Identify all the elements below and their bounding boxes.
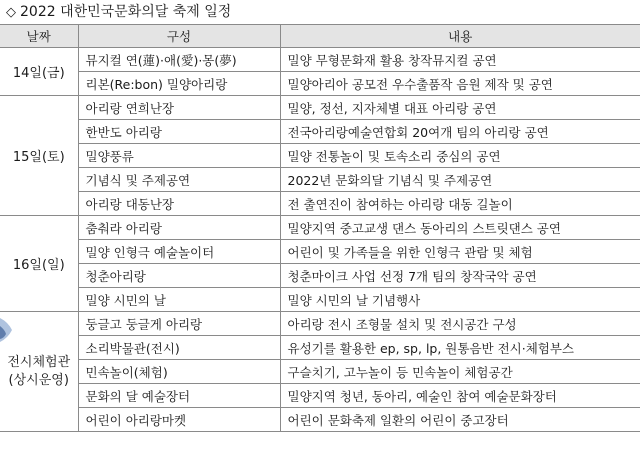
content-cell: 유성기를 활용한 ep, sp, lp, 원통음반 전시·체험부스 xyxy=(280,336,640,360)
content-cell: 전국아리랑예술연합회 20여개 팀의 아리랑 공연 xyxy=(280,120,640,144)
ribbon-decoration xyxy=(0,312,14,352)
table-row xyxy=(0,384,640,408)
content-cell: 밀양지역 청년, 동아리, 예술인 참여 예술문화장터 xyxy=(280,384,640,408)
composition-cell: 춤춰라 아리랑 xyxy=(78,216,280,240)
table-row xyxy=(0,96,640,120)
content-cell: 구슬치기, 고누놀이 등 민속놀이 체험공간 xyxy=(280,360,640,384)
composition-cell: 둥글고 둥글게 아리랑 xyxy=(78,312,280,336)
composition-cell: 민속놀이(체험) xyxy=(78,360,280,384)
content-cell: 밀양 전통놀이 및 토속소리 중심의 공연 xyxy=(280,144,640,168)
composition-cell: 밀양 시민의 날 xyxy=(78,288,280,312)
table-row xyxy=(0,48,640,72)
header-row xyxy=(0,25,640,48)
date-cell: 14일(금) xyxy=(0,48,78,96)
composition-cell: 어린이 아리랑마켓 xyxy=(78,408,280,432)
table-row xyxy=(0,120,640,144)
title-text: 2022 대한민국문화의달 축제 일정 xyxy=(20,4,232,20)
header-composition: 구성 xyxy=(78,25,280,48)
schedule-table xyxy=(0,24,640,432)
composition-cell: 뮤지컬 연(蓮)·애(愛)·몽(夢) xyxy=(78,48,280,72)
table-row xyxy=(0,288,640,312)
date-cell: 16일(일) xyxy=(0,216,78,312)
content-cell: 청춘마이크 사업 선정 7개 팀의 창작국악 공연 xyxy=(280,264,640,288)
header-content: 내용 xyxy=(280,25,640,48)
composition-cell: 아리랑 연희난장 xyxy=(78,96,280,120)
composition-cell: 문화의 달 예술장터 xyxy=(78,384,280,408)
composition-cell: 리본(Re:bon) 밀양아리랑 xyxy=(78,72,280,96)
composition-cell: 기념식 및 주제공연 xyxy=(78,168,280,192)
content-cell: 밀양, 정선, 지자체별 대표 아리랑 공연 xyxy=(280,96,640,120)
table-row xyxy=(0,216,640,240)
header-date: 날짜 xyxy=(0,25,78,48)
content-cell: 밀양 시민의 날 기념행사 xyxy=(280,288,640,312)
composition-cell: 아리랑 대동난장 xyxy=(78,192,280,216)
table-row xyxy=(0,144,640,168)
content-cell: 전 출연진이 참여하는 아리랑 대동 길놀이 xyxy=(280,192,640,216)
content-cell: 아리랑 전시 조형물 설치 및 전시공간 구성 xyxy=(280,312,640,336)
date-cell: 15일(토) xyxy=(0,96,78,216)
composition-cell: 밀양 인형극 예술놀이터 xyxy=(78,240,280,264)
content-cell: 밀양지역 중고교생 댄스 동아리의 스트릿댄스 공연 xyxy=(280,216,640,240)
composition-cell: 청춘아리랑 xyxy=(78,264,280,288)
table-row xyxy=(0,168,640,192)
composition-cell: 밀양풍류 xyxy=(78,144,280,168)
table-row xyxy=(0,72,640,96)
content-cell: 밀양 무형문화재 활용 창작뮤지컬 공연 xyxy=(280,48,640,72)
diamond-outline-icon: ◇ xyxy=(6,5,16,20)
schedule-body xyxy=(0,48,640,432)
table-row xyxy=(0,192,640,216)
date-cell: 전시체험관 (상시운영) xyxy=(0,312,78,432)
table-row xyxy=(0,240,640,264)
composition-cell: 소리박물관(전시) xyxy=(78,336,280,360)
content-cell: 어린이 및 가족들을 위한 인형극 관람 및 체험 xyxy=(280,240,640,264)
content-cell: 밀양아리아 공모전 우수출품작 음원 제작 및 공연 xyxy=(280,72,640,96)
content-cell: 어린이 문화축제 일환의 어린이 중고장터 xyxy=(280,408,640,432)
composition-cell: 한반도 아리랑 xyxy=(78,120,280,144)
table-row xyxy=(0,360,640,384)
table-row xyxy=(0,264,640,288)
table-row xyxy=(0,312,640,336)
content-cell: 2022년 문화의달 기념식 및 주제공연 xyxy=(280,168,640,192)
table-row xyxy=(0,336,640,360)
page-title xyxy=(6,2,231,22)
table-row xyxy=(0,408,640,432)
